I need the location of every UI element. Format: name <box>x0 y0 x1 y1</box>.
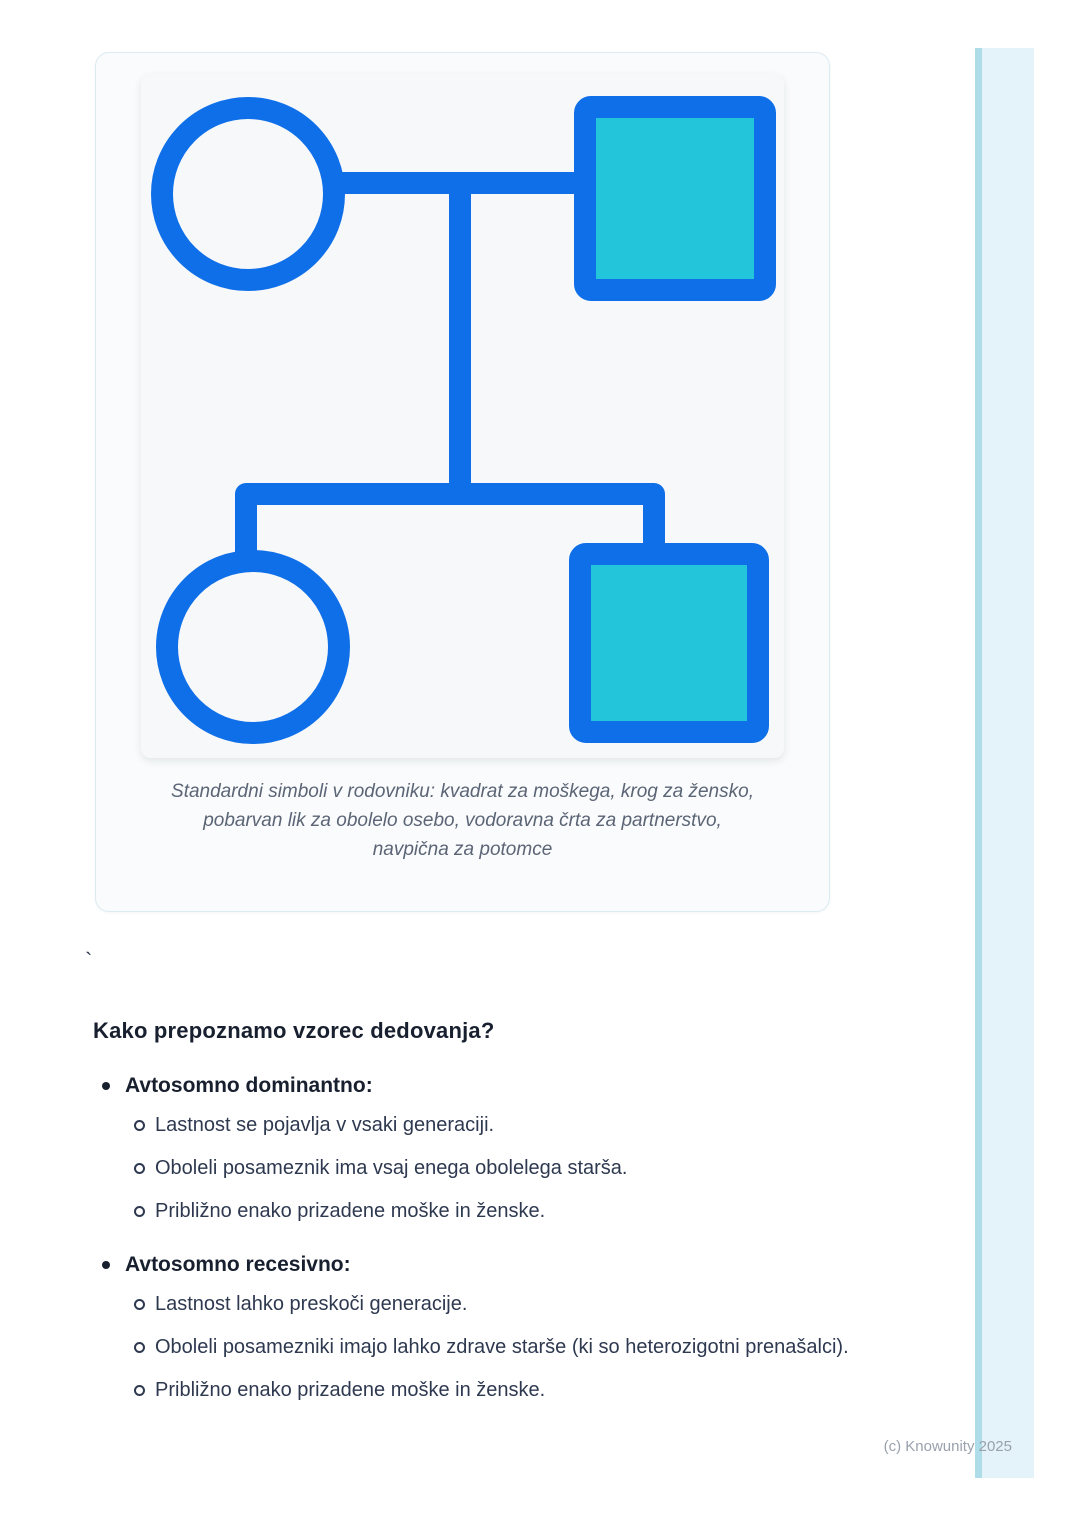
bullet-circle-icon <box>134 1120 145 1131</box>
list-item-text: Približno enako prizadene moške in ženske. <box>155 1379 546 1401</box>
list-item <box>93 1376 859 1404</box>
group-label-text: Avtosomno dominantno: <box>125 1074 373 1097</box>
group-label-text: Avtosomno recesivno: <box>125 1253 351 1276</box>
stray-backtick-char: ` <box>85 948 93 973</box>
figure-caption-line: navpična za potomce <box>372 839 553 860</box>
male-square-affected-gen1 <box>585 107 765 290</box>
bullet-circle-icon <box>134 1206 145 1217</box>
list-item-text: Lastnost lahko preskoči generacije. <box>155 1293 468 1315</box>
side-stripe-panel <box>982 48 1034 1478</box>
list-item <box>93 1290 859 1318</box>
footer-copyright: (c) Knowunity 2025 <box>883 1438 1012 1455</box>
figure-caption <box>116 777 809 864</box>
male-square-affected-gen2 <box>580 554 758 732</box>
pedigree-image <box>141 74 784 758</box>
list-item <box>93 1111 859 1139</box>
female-circle-unaffected-gen2 <box>167 561 339 733</box>
bullet-circle-icon <box>134 1342 145 1353</box>
list-group-label <box>93 1073 859 1099</box>
list-item-text: Lastnost se pojavlja v vsaki generaciji. <box>155 1114 495 1136</box>
list-item <box>93 1333 859 1361</box>
female-circle-unaffected-gen1 <box>162 108 334 280</box>
bullet-circle-icon <box>134 1385 145 1396</box>
list-item <box>93 1154 859 1182</box>
list-group-autosomal-dominant <box>93 1073 859 1225</box>
inheritance-pattern-list <box>93 1073 859 1419</box>
figure-caption-line: pobarvan lik za obolelo osebo, vodoravna črta za partnerstvo, <box>203 810 722 831</box>
list-item-text: Oboleli posameznik ima vsaj enega obolelega starša. <box>155 1157 628 1179</box>
figure-caption-line: Standardni simboli v rodovniku: kvadrat za moškega, krog za žensko, <box>171 781 754 802</box>
bullet-dot-icon <box>102 1261 110 1269</box>
pedigree-figure-card <box>95 52 830 912</box>
section-heading: Kako prepoznamo vzorec dedovanja? <box>93 1018 495 1043</box>
list-group-label <box>93 1252 859 1278</box>
pedigree-diagram-svg <box>141 74 784 758</box>
list-item-text: Približno enako prizadene moške in ženske. <box>155 1200 546 1222</box>
bullet-circle-icon <box>134 1163 145 1174</box>
list-item-text: Oboleli posamezniki imajo lahko zdrave starše (ki so heterozigotni prenašalci). <box>155 1336 849 1358</box>
bullet-dot-icon <box>102 1082 110 1090</box>
side-stripe-accent-line <box>975 48 982 1478</box>
bullet-circle-icon <box>134 1299 145 1310</box>
list-item <box>93 1197 859 1225</box>
list-group-autosomal-recessive <box>93 1252 859 1404</box>
